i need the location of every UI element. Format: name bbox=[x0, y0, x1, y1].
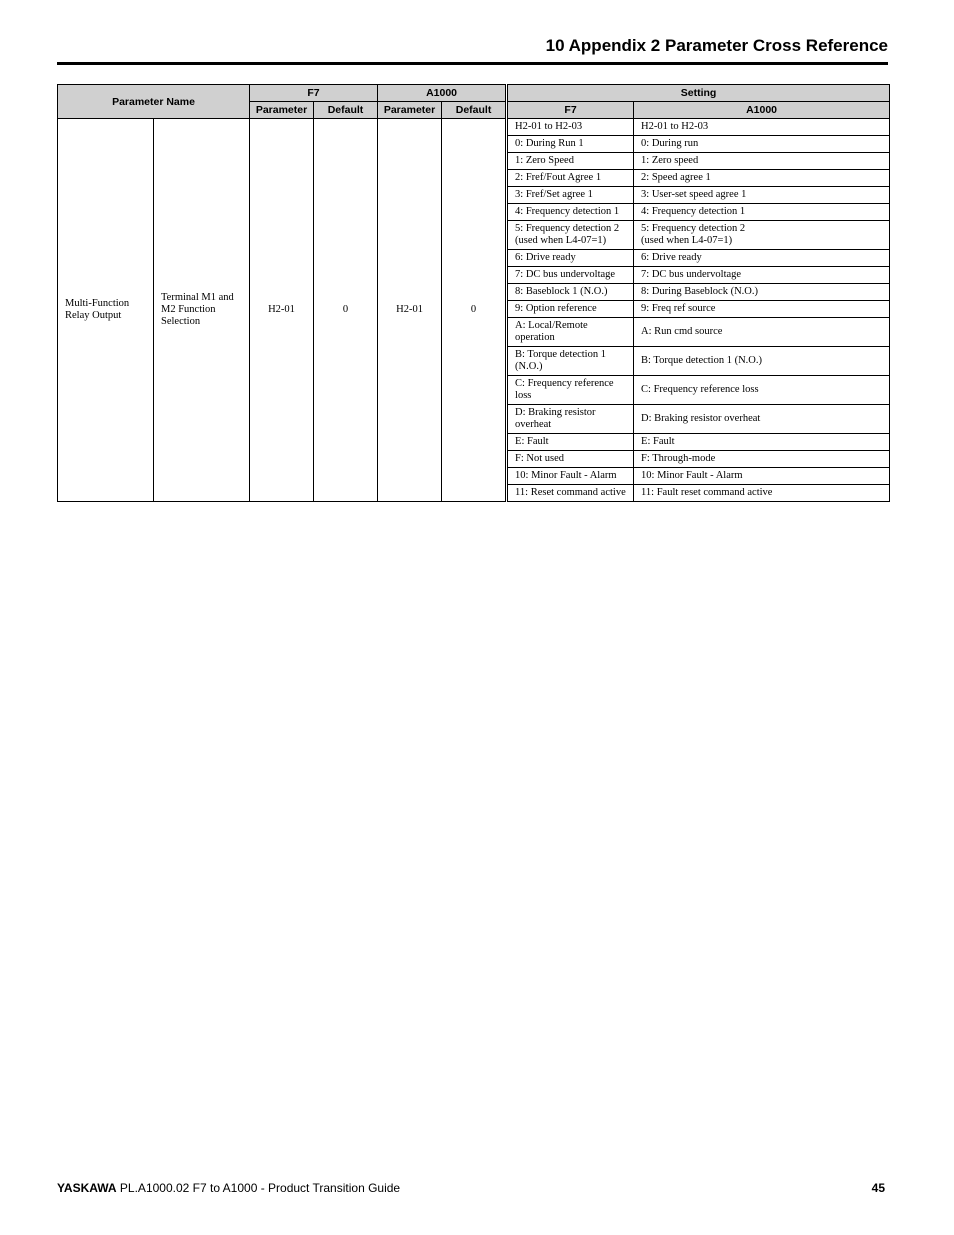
setting-f7-cell: B: Torque detection 1 (N.O.) bbox=[508, 347, 634, 376]
setting-a1000-cell: 0: During run bbox=[634, 136, 890, 153]
header-f7-default: Default bbox=[314, 102, 378, 119]
setting-a1000-cell: 9: Freq ref source bbox=[634, 301, 890, 318]
setting-f7-cell: 7: DC bus undervoltage bbox=[508, 267, 634, 284]
setting-f7-cell: 11: Reset command active bbox=[508, 485, 634, 502]
setting-a1000-cell: 1: Zero speed bbox=[634, 153, 890, 170]
setting-a1000-cell: 7: DC bus undervoltage bbox=[634, 267, 890, 284]
setting-a1000-cell: A: Run cmd source bbox=[634, 318, 890, 347]
f7-default-cell: 0 bbox=[314, 119, 378, 502]
setting-a1000-cell: E: Fault bbox=[634, 434, 890, 451]
setting-a1000-cell: 11: Fault reset command active bbox=[634, 485, 890, 502]
header-parameter-name: Parameter Name bbox=[58, 85, 250, 119]
page-header bbox=[57, 36, 888, 65]
table-row bbox=[58, 119, 890, 136]
header-setting: Setting bbox=[508, 85, 890, 102]
a1000-default-cell: 0 bbox=[442, 119, 506, 502]
setting-a1000-cell: 2: Speed agree 1 bbox=[634, 170, 890, 187]
page-title: 10 Appendix 2 Parameter Cross Reference bbox=[545, 36, 888, 55]
setting-f7-cell: H2-01 to H2-03 bbox=[508, 119, 634, 136]
setting-f7-cell: 0: During Run 1 bbox=[508, 136, 634, 153]
header-setting-f7: F7 bbox=[508, 102, 634, 119]
parameter-name-cell: Multi-Function Relay Output bbox=[58, 119, 154, 502]
footer-document-title: PL.A1000.02 F7 to A1000 - Product Transition Guide bbox=[119, 1181, 401, 1195]
header-f7: F7 bbox=[250, 85, 378, 102]
setting-a1000-cell: 8: During Baseblock (N.O.) bbox=[634, 284, 890, 301]
setting-f7-cell: 3: Fref/Set agree 1 bbox=[508, 187, 634, 204]
parameter-function-cell: Terminal M1 and M2 Function Selection bbox=[154, 119, 250, 502]
setting-f7-cell: 1: Zero Speed bbox=[508, 153, 634, 170]
header-a1000: A1000 bbox=[378, 85, 506, 102]
setting-f7-cell: 10: Minor Fault - Alarm bbox=[508, 468, 634, 485]
a1000-parameter-cell: H2-01 bbox=[378, 119, 442, 502]
f7-parameter-cell: H2-01 bbox=[250, 119, 314, 502]
setting-a1000-cell: F: Through-mode bbox=[634, 451, 890, 468]
header-a1000-parameter: Parameter bbox=[378, 102, 442, 119]
setting-a1000-cell: H2-01 to H2-03 bbox=[634, 119, 890, 136]
setting-f7-cell: 5: Frequency detection 2 (used when L4-07=1) bbox=[508, 221, 634, 250]
setting-a1000-cell: D: Braking resistor overheat bbox=[634, 405, 890, 434]
table-body bbox=[58, 119, 890, 502]
page-number: 45 bbox=[871, 1181, 885, 1195]
header-setting-a1000: A1000 bbox=[634, 102, 890, 119]
page-footer bbox=[57, 1181, 885, 1199]
setting-f7-cell: 4: Frequency detection 1 bbox=[508, 204, 634, 221]
setting-a1000-cell: C: Frequency reference loss bbox=[634, 376, 890, 405]
setting-f7-cell: F: Not used bbox=[508, 451, 634, 468]
setting-f7-cell: D: Braking resistor overheat bbox=[508, 405, 634, 434]
setting-f7-cell: E: Fault bbox=[508, 434, 634, 451]
parameter-table bbox=[57, 84, 890, 502]
table-header-row-1 bbox=[58, 85, 890, 102]
setting-f7-cell: 2: Fref/Fout Agree 1 bbox=[508, 170, 634, 187]
footer-brand: YASKAWA bbox=[57, 1181, 117, 1195]
setting-a1000-cell: 10: Minor Fault - Alarm bbox=[634, 468, 890, 485]
header-a1000-default: Default bbox=[442, 102, 506, 119]
setting-f7-cell: 9: Option reference bbox=[508, 301, 634, 318]
setting-f7-cell: C: Frequency reference loss bbox=[508, 376, 634, 405]
header-f7-parameter: Parameter bbox=[250, 102, 314, 119]
setting-a1000-cell: 6: Drive ready bbox=[634, 250, 890, 267]
setting-f7-cell: 8: Baseblock 1 (N.O.) bbox=[508, 284, 634, 301]
setting-a1000-cell: 5: Frequency detection 2 (used when L4-07=1) bbox=[634, 221, 890, 250]
setting-a1000-cell: B: Torque detection 1 (N.O.) bbox=[634, 347, 890, 376]
setting-a1000-cell: 3: User-set speed agree 1 bbox=[634, 187, 890, 204]
setting-a1000-cell: 4: Frequency detection 1 bbox=[634, 204, 890, 221]
setting-f7-cell: A: Local/Remote operation bbox=[508, 318, 634, 347]
setting-f7-cell: 6: Drive ready bbox=[508, 250, 634, 267]
